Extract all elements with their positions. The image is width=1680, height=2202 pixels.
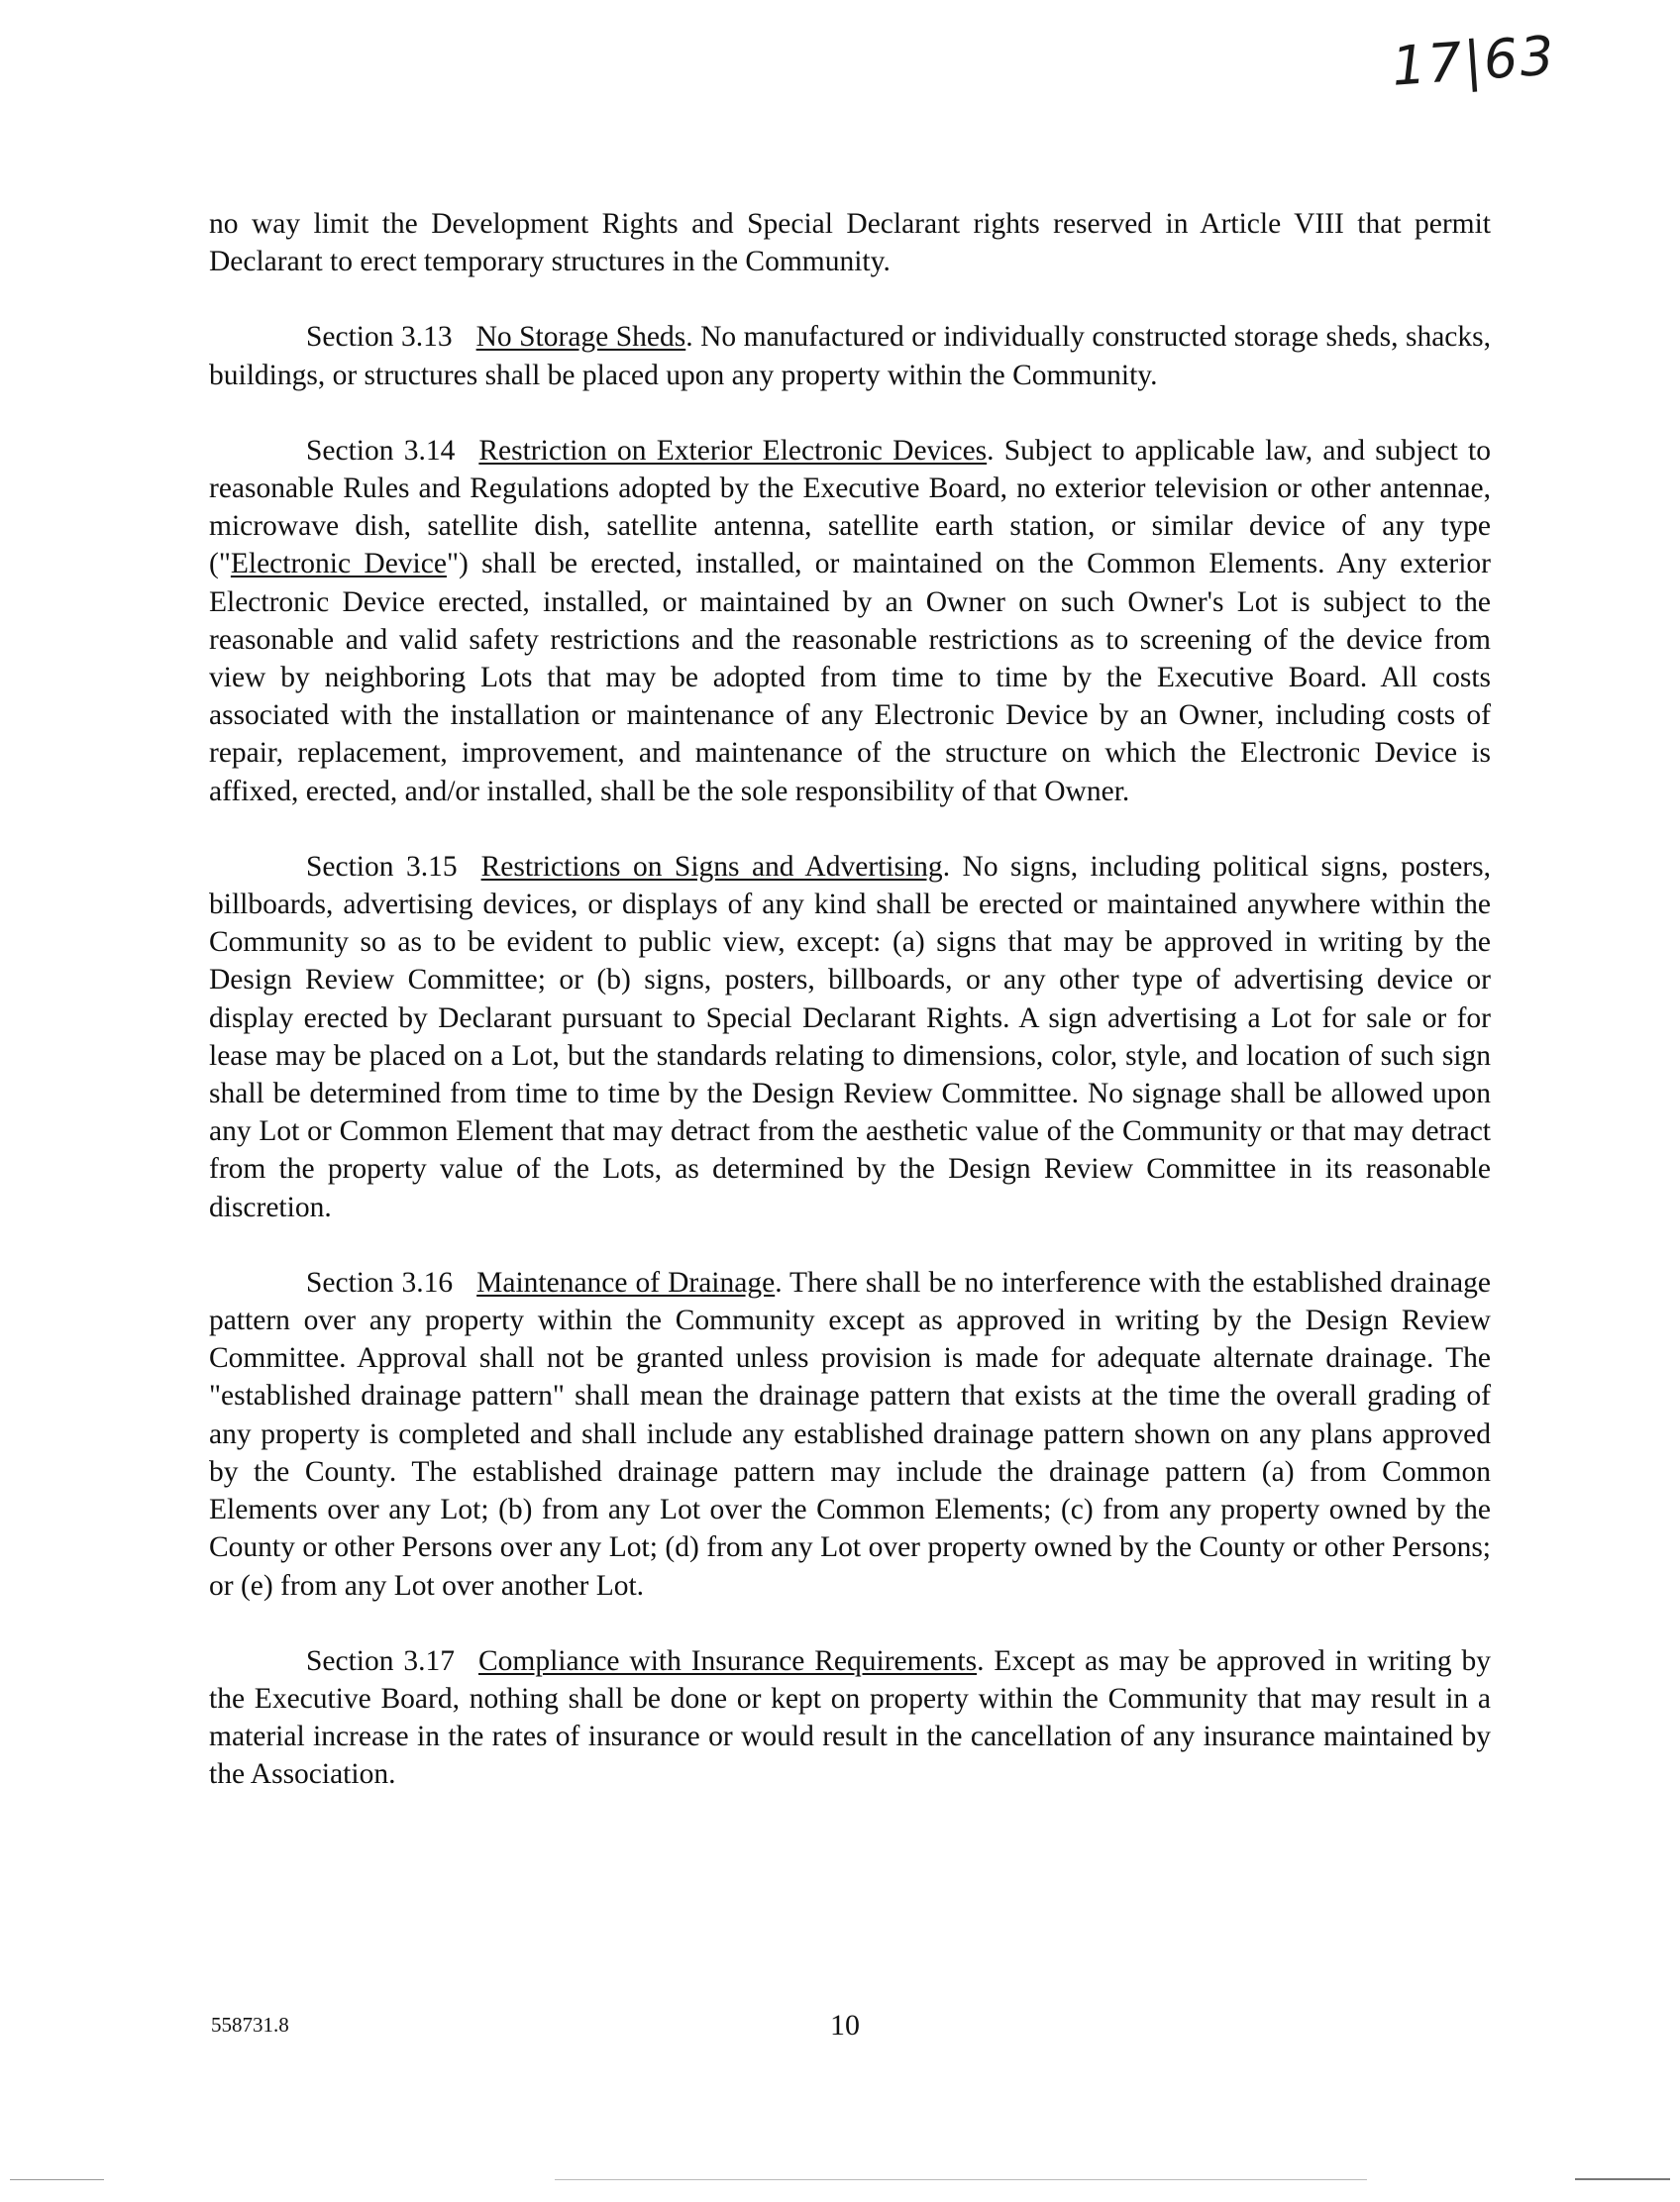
section-number: Section 3.14 (306, 434, 456, 467)
scan-artifact-line (555, 2179, 1367, 2180)
handwritten-page-mark: 17|63 (1390, 24, 1558, 98)
section-number: Section 3.17 (306, 1644, 455, 1677)
section-title: Maintenance of Drainage (476, 1266, 776, 1299)
section-title: Compliance with Insurance Requirements (477, 1644, 978, 1677)
section-title: Restrictions on Signs and Advertising (480, 850, 943, 883)
section-number: Section 3.16 (306, 1266, 454, 1299)
defined-term: Electronic Device (230, 548, 447, 580)
section-body: . There shall be no interference with the established drainage pattern over any property within the Community except as approved in writing by the Design Review Committee. Approval shall not be granted unless provision is made for adequate alternate drainage. The "established drainage pattern" shall mean the drainage pattern that exists at the time the overall grading of any property is completed and shall include any established drainage pattern shown on any plans approved by the County. The established drainage pattern may include the drainage pattern (a) from Common Elements over any Lot; (b) from any Lot over the Common Elements; (c) from any property owned by the County or other Persons over any Lot; (d) from any Lot over property owned by the County or other Persons; or (e) from any Lot over another Lot. (209, 1266, 1491, 1602)
page-number: 10 (830, 2009, 860, 2042)
section-body: . No signs, including political signs, posters, billboards, advertising devices, or displays of any kind shall be erected or maintained anywhere within the Community so as to be evident to public view, except: (a) signs that may be approved in writing by the Design Review Committee; or (b) signs, posters, billboards, or any other type of advertising device or display erected by Declarant pursuant to Special Declarant Rights. A sign advertising a Lot for sale or for lease may be placed on a Lot, but the standards relating to dimensions, color, style, and location of such sign shall be determined from time to time by the Design Review Committee. No signage shall be allowed upon any Lot or Common Element that may detract from the aesthetic value of the Community or that may detract from the property value of the Lots, as determined by the Design Review Committee in its reasonable discretion. (209, 850, 1491, 1223)
section-3-16 (209, 1264, 1491, 1605)
scan-artifact-line (1575, 2178, 1670, 2180)
section-number: Section 3.15 (306, 850, 458, 883)
section-3-15 (209, 848, 1491, 1226)
section-3-13 (209, 318, 1491, 393)
scan-artifact-line (10, 2179, 104, 2180)
section-title: Restriction on Exterior Electronic Devices (478, 434, 988, 467)
section-body-part-2: ") shall be erected, installed, or maintained on the Common Elements. Any exterior Electronic Device erected, installed, or maintained by an Owner on such Owner's Lot is subject to the reasonable and valid safety restrictions and the reasonable restrictions as to screening of the device from view by neighboring Lots that may be adopted from time to time by the Executive Board. All costs associated with the installation or maintenance of any Electronic Device by an Owner, including costs of repair, replacement, improvement, and maintenance of the structure on which the Electronic Device is affixed, erected, and/or installed, shall be the sole responsibility of that Owner. (209, 548, 1491, 807)
document-body (209, 205, 1491, 1832)
section-3-17 (209, 1642, 1491, 1794)
section-number: Section 3.13 (306, 321, 453, 354)
intro-paragraph: no way limit the Development Rights and Special Declarant rights reserved in Article VIII that permit Declarant to erect temporary structures in the Community. (209, 208, 1491, 278)
section-body: . No manufactured or individually constructed storage sheds, shacks, buildings, or structures shall be placed upon any property within the Community. (209, 321, 1491, 391)
section-3-14 (209, 432, 1491, 810)
section-title: No Storage Sheds (475, 321, 686, 354)
section-body-part-1: . Subject to applicable law, and subject to reasonable Rules and Regulations adopted by the Executive Board, no exterior television or other antennae, microwave dish, satellite dish, satellite antenna, satellite earth station, or similar device of any type (" (209, 434, 1492, 580)
document-id: 558731.8 (211, 2013, 289, 2037)
section-body: . Except as may be approved in writing by the Executive Board, nothing shall be done or kept on property within the Community that may result in a material increase in the rates of insurance or would result in the cancellation of any insurance maintained by the Association. (209, 1644, 1491, 1791)
